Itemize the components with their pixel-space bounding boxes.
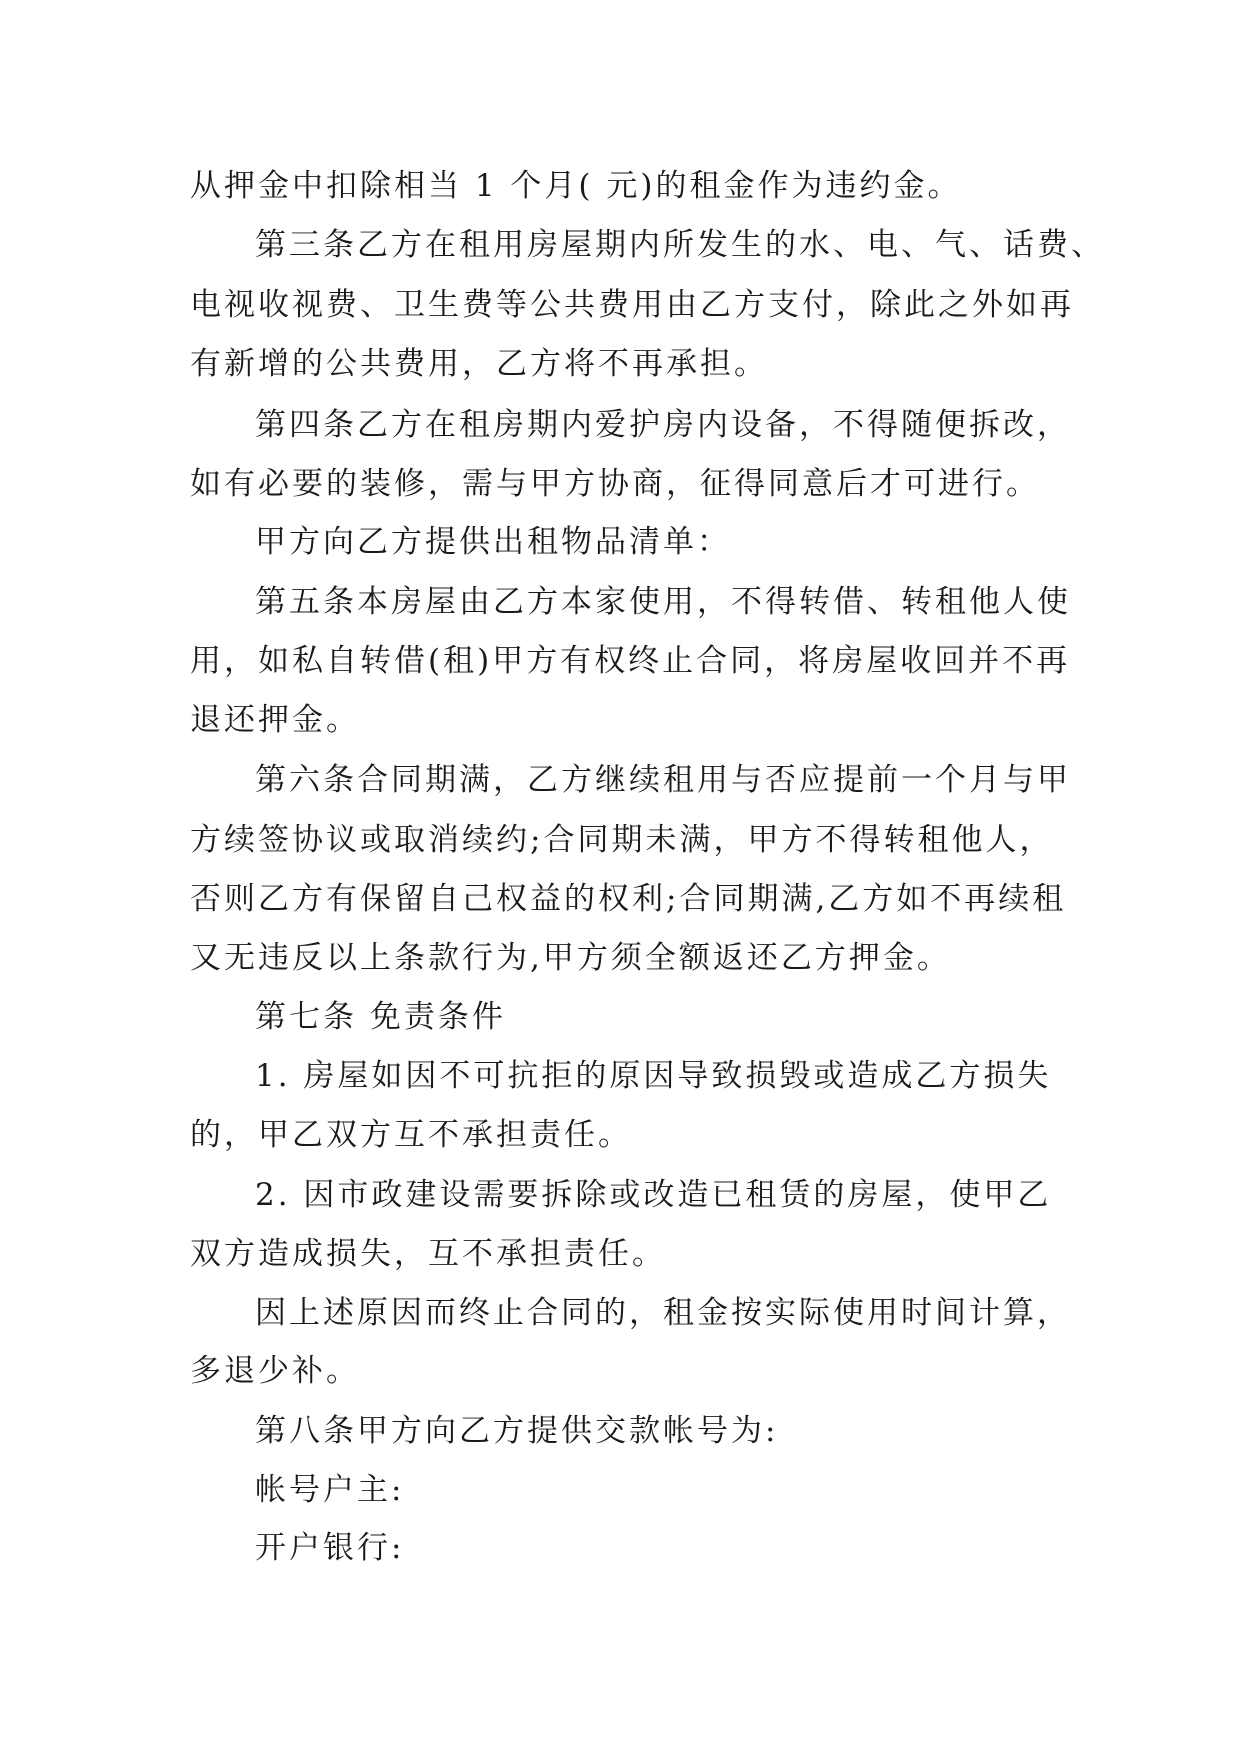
text-line: 有新增的公共费用，乙方将不再承担。 (190, 346, 768, 382)
text-line: 从押金中扣除相当 1 个月( 元)的租金作为违约金。 (190, 168, 962, 204)
text-line: 甲方向乙方提供出租物品清单： (255, 524, 731, 560)
text-line: 的，甲乙双方互不承担责任。 (190, 1117, 632, 1153)
text-line: 第七条 免责条件 (255, 999, 506, 1035)
text-line: 多退少补。 (190, 1353, 360, 1389)
text-line: 第五条本房屋由乙方本家使用，不得转借、转租他人使 (255, 584, 1071, 620)
text-line: 第八条甲方向乙方提供交款帐号为: (255, 1413, 779, 1449)
text-line: 开户银行: (255, 1530, 405, 1566)
text-line: 如有必要的装修，需与甲方协商，征得同意后才可进行。 (190, 466, 1040, 502)
text-line: 因上述原因而终止合同的，租金按实际使用时间计算， (255, 1295, 1071, 1331)
text-line: 又无违反以上条款行为,甲方须全额返还乙方押金。 (190, 940, 951, 976)
text-line: 电视收视费、卫生费等公共费用由乙方支付，除此之外如再 (190, 287, 1074, 323)
text-line: 双方造成损失，互不承担责任。 (190, 1236, 666, 1272)
text-line: 2. 因市政建设需要拆除或改造已租赁的房屋，使甲乙 (255, 1177, 1052, 1213)
text-line: 第三条乙方在租用房屋期内所发生的水、电、气、话费、 (255, 227, 1105, 263)
text-line: 否则乙方有保留自己权益的权利;合同期满,乙方如不再续租 (190, 881, 1067, 917)
text-line: 帐号户主: (255, 1472, 405, 1508)
text-line: 第六条合同期满，乙方继续租用与否应提前一个月与甲 (255, 762, 1071, 798)
text-line: 用，如私自转借(租)甲方有权终止合同，将房屋收回并不再 (190, 643, 1071, 679)
text-line: 方续签协议或取消续约;合同期未满，甲方不得转租他人， (190, 822, 1054, 858)
text-line: 退还押金。 (190, 702, 360, 738)
text-line: 第四条乙方在租房期内爱护房内设备，不得随便拆改， (255, 407, 1071, 443)
text-line: 1. 房屋如因不可抗拒的原因导致损毁或造成乙方损失 (255, 1058, 1052, 1094)
